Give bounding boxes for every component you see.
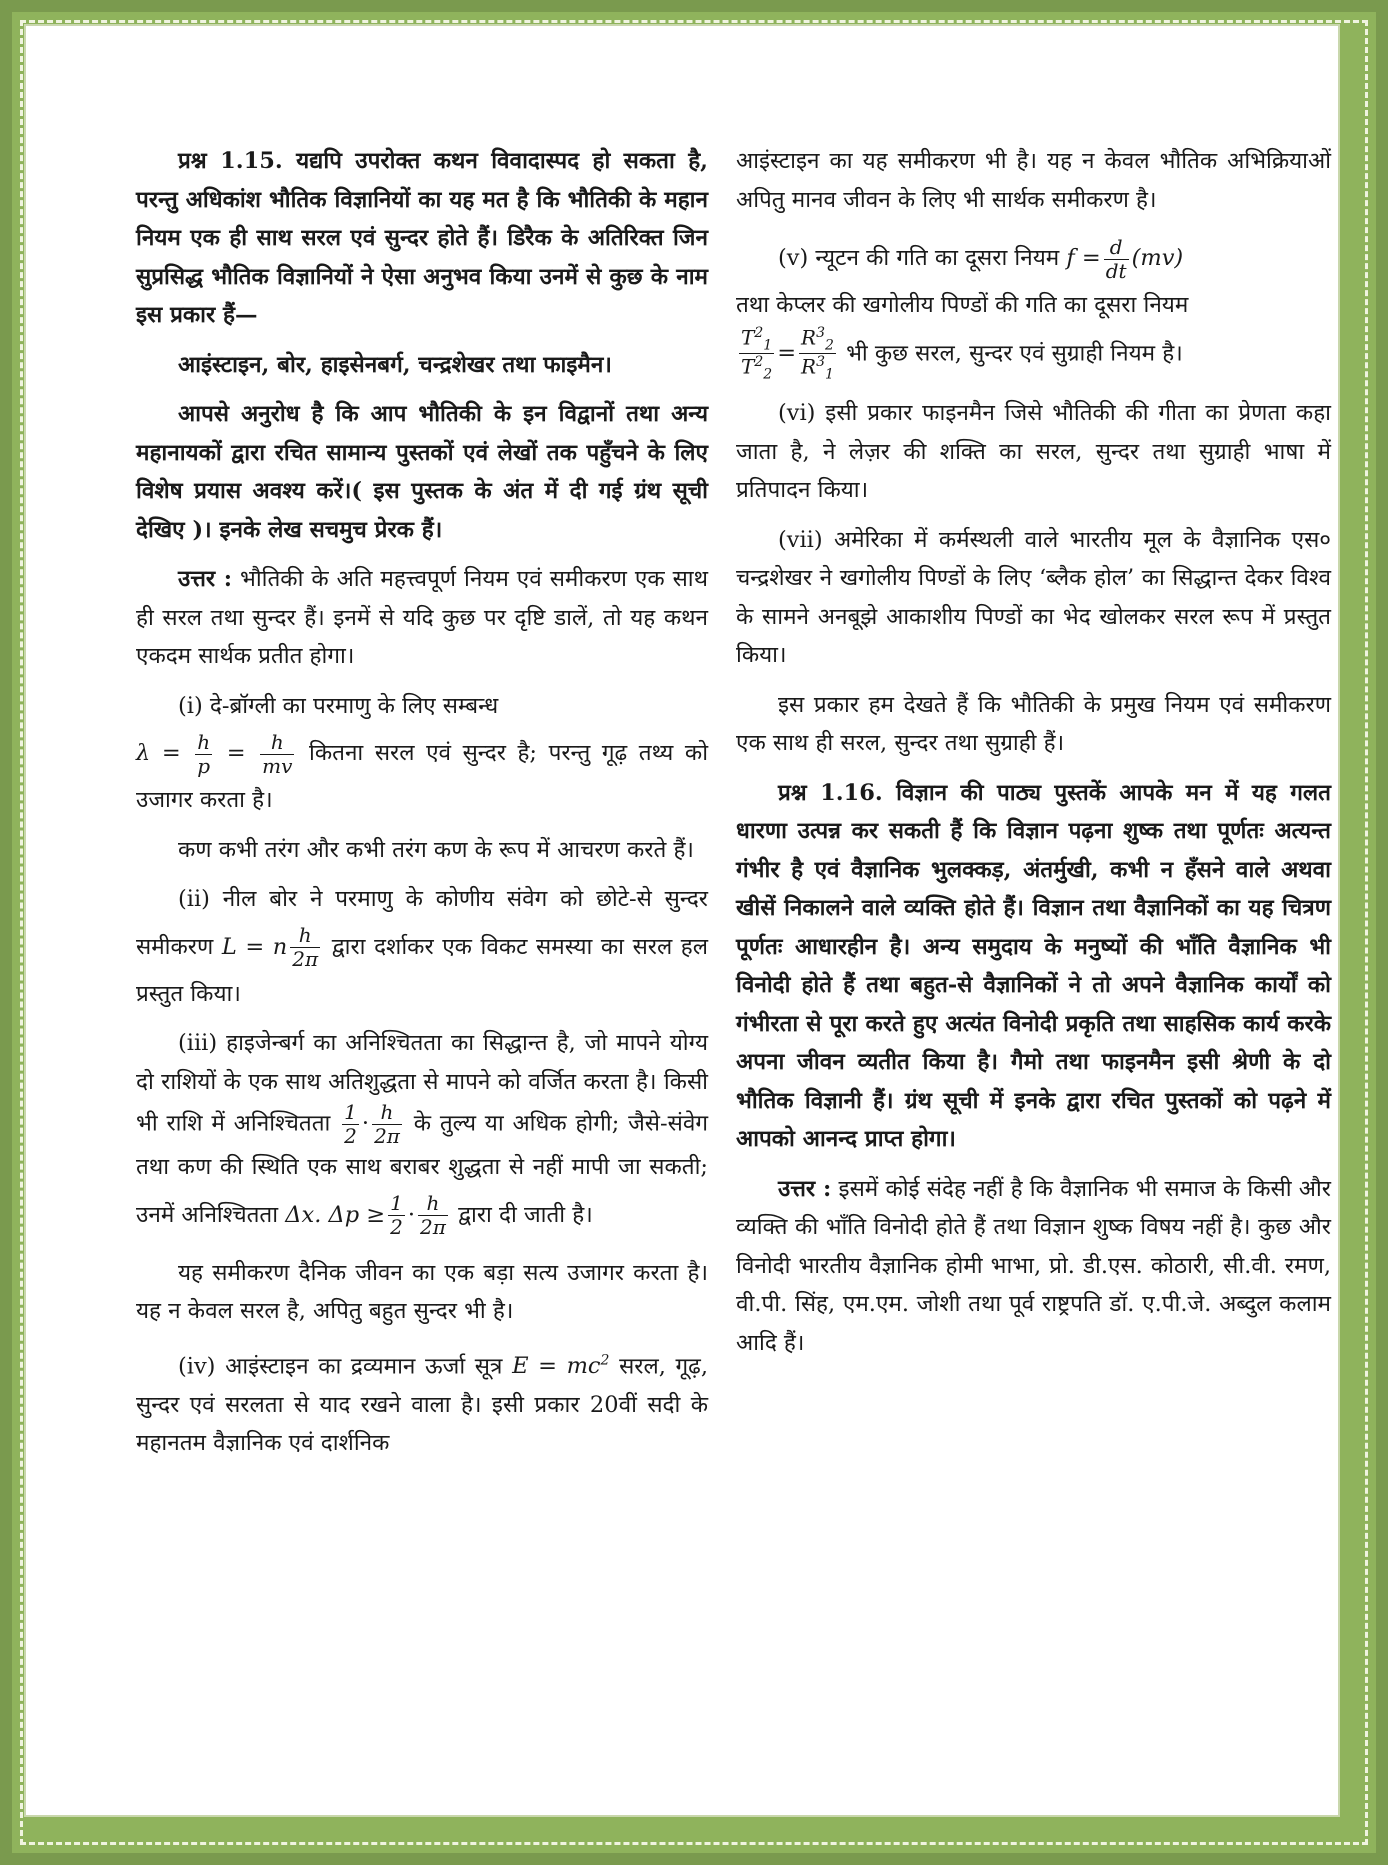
momentum-term: (mv) (1131, 245, 1184, 271)
numerator: 1 (390, 1191, 403, 1215)
item-iv-continued: आइंस्टाइन का यह समीकरण भी है। यह न केवल भौतिक अभिक्रियाओं अपितु मानव जीवन के लिए भी सार्थक समीकरण है। (736, 148, 1331, 213)
h-over-2pi (418, 1192, 448, 1239)
denominator: 2π (292, 947, 319, 971)
item-iii-end: द्वारा दी जाती है। (458, 1201, 593, 1228)
question-text: विज्ञान की पाठ्य पुस्तकें आपके मन में यह गलत धारणा उत्पन्न कर सकती हैं कि विज्ञान पढ़ना शुष्क तथा पूर्णतः अत्यन्त गंभीर है एवं वैज्ञानिक भुलक्कड़, अंतर्मुखी, कभी न हँसने वाले अथवा खीसें निकालने वाले व्यक्ति होते हैं। विज्ञान तथा वैज्ञानिकों का यह चित्रण पूर्णतः आधारहीन है। अन्य समुदाय के मनुष्यों की भाँति वैज्ञानिक भी विनोदी होते हैं तथा बहुत-से वैज्ञानिकों ने तो अपने वैज्ञानिक कार्यों को गंभीरता से पूरा करते हुए अत्यंत विनोदी प्रकृति तथा साहसिक कार्य करके अपना जीवन व्यतीत किया है। गैमो तथा फाइनमैन इसी श्रेणी के दो भौतिक विज्ञानी हैं। ग्रंथ सूची में इनके द्वारा रचित पुस्तकों को पढ़ने में आपको आनन्द प्राप्त होगा। (736, 779, 1331, 1152)
newton-equation (1066, 234, 1184, 283)
t-symbol: T (741, 354, 755, 379)
numerator: d (1104, 236, 1129, 260)
numerator: h (372, 1101, 402, 1125)
question-1-15 (136, 142, 708, 335)
kepler-intro: तथा केप्लर की खगोलीय पिण्डों की गति का दूसरा नियम (736, 292, 1189, 318)
numerator: h (197, 729, 211, 754)
numerator: 1 (344, 1100, 357, 1124)
h-over-2pi (290, 924, 320, 971)
kepler-equation: $\frac{T^2_1}{T^2_2}$ = $\frac{R^3_2}{R^3_1}$ (741, 324, 834, 383)
item-v (736, 230, 1331, 383)
bohr-equation (221, 923, 323, 971)
bohr-lhs: L = n (221, 933, 288, 960)
daily-life-note: यह समीकरण दैनिक जीवन का एक बड़ा सत्य उजागर करता है। यह न केवल सरल है, अपितु बहुत सुन्दर भी है। (136, 1259, 708, 1324)
reading-request: आपसे अनुरोध है कि आप भौतिकी के इन विद्वानों तथा अन्य महानायकों द्वारा रचित सामान्य पुस्तकों एवं लेखों तक पहुँचने के लिए विशेष प्रयास अवश्य करें।( इस पुस्तक के अंत में दी गई ग्रंथ सूची देखिए )। इनके लेख सचमुच प्रेरक हैं। (136, 401, 708, 543)
item-iii-intro: (iii) हाइजेन्बर्ग का अनिश्चितता का सिद्धान्त है, जो मापने योग्य दो राशियों के एक साथ अतिशुद्धता से मापने को वर्जित करता है। किसी भी राशि में अनिश्चितता (136, 1030, 708, 1137)
denominator: 2 (390, 1215, 403, 1239)
denominator: mv (262, 753, 293, 778)
r-symbol: R (801, 354, 817, 379)
t-ratio (739, 325, 774, 384)
denominator: $R^3_1$ (801, 354, 834, 383)
numerator: h (260, 731, 294, 755)
h-over-mv (260, 731, 294, 778)
denominator: dt (1105, 258, 1127, 283)
uncertainty-lhs: Δx. Δp ≥ (285, 1201, 386, 1228)
r-symbol: R (801, 325, 817, 350)
item-vii: (vii) अमेरिका में कर्मस्थली वाले भारतीय मूल के वैज्ञानिक एस० चन्द्रशेखर ने खगोलीय पिण्डों के लिए ‘ब्लैक होल’ का सिद्धान्त देकर विश्व के सामने अनबूझे आकाशीय पिण्डों का भेद खोलकर सरल रूप में प्रस्तुत किया। (736, 526, 1331, 668)
right-column (736, 142, 1331, 1373)
item-iv-rest: सरल, गूढ़, सुन्दर एवं सरलता से याद रखने वाला है। इसी प्रकार 20वीं सदी के महानतम वैज्ञानिक एवं दार्शनिक (136, 1353, 708, 1456)
answer-label: उत्तर : (778, 1175, 832, 1202)
answer-text: इसमें कोई संदेह नहीं है कि वैज्ञानिक भी समाज के किसी और व्यक्ति की भाँति विनोदी होते हैं तथा विज्ञान शुष्क विषय नहीं है। कुछ और विनोदी भारतीय वैज्ञानिक होमी भाभा, प्रो. डी.एस. कोठारी, सी.वी. रमण, वी.पी. सिंह, एम.एम. जोशी तथा पूर्व राष्ट्रपति डॉ. ए.पी.जे. अब्दुल कलाम आदि हैं। (736, 1175, 1331, 1356)
item-i (136, 687, 708, 820)
item-i-rest: कितना सरल एवं सुन्दर है; परन्तु गूढ़ तथ्य को उजागर करता है। (136, 740, 709, 813)
exponent: 2 (600, 1352, 610, 1369)
uncertainty-equation: Δx. Δp ≥ $\frac{1}{2}$ · $\frac{h}{2\pi}$ (285, 1191, 446, 1239)
answer-1-16 (736, 1170, 1331, 1363)
h-over-p (195, 731, 212, 778)
item-iii: (iii) हाइजेन्बर्ग का अनिश्चितता का सिद्धान्त है, जो मापने योग्य दो राशियों के एक साथ अतिशुद्धता से मापने को वर्जित करता है। किसी भी राशि में अनिश्चितता $\frac{1}{2}$ · $\frac{h}{2\pi}$ के तुल्य या अधिक होगी; जैसे-संवेग तथा कण की स्थिति एक साथ बराबर शुद्धता से नहीं मापी जा सकती; उनमें अनिश्चितता Δx. Δp ≥ $\frac{1}{2}$ · $\frac{h}{2\pi}$ द्वारा दी जाती है। (136, 1030, 708, 1239)
denominator: p (197, 753, 211, 778)
h-over-2pi (372, 1101, 402, 1148)
t-symbol: T (741, 325, 755, 350)
page (24, 24, 1340, 1817)
mass-energy-equation (512, 1353, 609, 1379)
equals-sign: = (226, 740, 246, 766)
left-column (136, 142, 708, 1474)
one-half (342, 1101, 359, 1148)
item-ii (136, 880, 708, 1013)
answer-1-15 (136, 560, 708, 676)
scientist-names: आइंस्टाइन, बोर, हाइसेनबर्ग, चन्द्रशेखर तथा फाइमैन। (178, 351, 612, 378)
item-iv (136, 1342, 708, 1463)
d-over-dt (1104, 236, 1129, 283)
item-v-rest: भी कुछ सरल, सुन्दर एवं सुग्राही नियम है। (846, 339, 1183, 366)
equation-text: E = mc (512, 1353, 601, 1379)
denominator: $T^2_2$ (741, 354, 773, 383)
numerator: $T^2_1$ (741, 324, 773, 354)
question-number: प्रश्न 1.15. (178, 148, 283, 174)
r-ratio (799, 325, 836, 384)
item-i-intro: (i) दे-ब्रॉग्ली का परमाणु के लिए सम्बन्ध (178, 692, 499, 719)
answer-label: उत्तर : (178, 566, 233, 592)
numerator: h (418, 1192, 448, 1216)
summary: इस प्रकार हम देखते हैं कि भौतिकी के प्रमुख नियम एवं समीकरण एक साथ ही सरल, सुन्दर तथा सुग्राही हैं। (736, 691, 1331, 756)
denominator: 2 (344, 1124, 357, 1148)
lambda-symbol: λ = (136, 740, 181, 766)
item-iii-middle: के तुल्य या अधिक होगी; जैसे-संवेग तथा कण की स्थिति एक साथ बराबर शुद्धता से नहीं मापी जा सकती; उनमें अनिश्चितता (136, 1110, 708, 1228)
denominator: 2π (374, 1124, 400, 1148)
wave-particle-note: कण कभी तरंग और कभी तरंग कण के रूप में आचरण करते हैं। (178, 836, 694, 863)
answer-text: भौतिकी के अति महत्त्वपूर्ण नियम एवं समीकरण एक साथ ही सरल तथा सुन्दर हैं। इनमें से यदि कुछ पर दृष्टि डालें, तो यह कथन एकदम सार्थक प्रतीत होगा। (136, 566, 708, 669)
question-1-16 (736, 774, 1331, 1159)
question-number: प्रश्न 1.16. (778, 779, 883, 806)
newton-lhs: f = (1066, 245, 1101, 271)
item-ii-rest: द्वारा दर्शाकर एक विकट समस्या का सरल हल प्रस्तुत किया। (136, 933, 709, 1007)
item-ii-intro: (ii) नील बोर ने परमाणु के कोणीय संवेग को छोटे-से सुन्दर समीकरण (136, 886, 708, 960)
one-half (388, 1192, 405, 1239)
de-broglie-equation (136, 729, 309, 778)
item-vi: (vi) इसी प्रकार फाइनमैन जिसे भौतिकी की गीता का प्रेणता कहा जाता है, ने लेज़र की शक्ति का सरल, सुन्दर तथा सुग्राही भाषा में प्रतिपादन किया। (736, 400, 1331, 503)
question-text: यद्यपि उपरोक्त कथन विवादास्पद हो सकता है, परन्तु अधिकांश भौतिक विज्ञानियों का यह मत है कि भौतिकी के महान नियम एक ही साथ सरल एवं सुन्दर होते हैं। डिरैक के अतिरिक्त जिन सुप्रसिद्ध भौतिक विज्ञानियों ने ऐसा अनुभव किया उनमें से कुछ के नाम इस प्रकार हैं— (136, 148, 708, 328)
item-v-intro: (v) न्यूटन की गति का दूसरा नियम (778, 245, 1060, 271)
denominator: 2π (420, 1215, 446, 1239)
numerator: h (290, 924, 320, 948)
numerator: $R^3_2$ (801, 324, 834, 354)
item-iv-intro: (iv) आइंस्टाइन का द्रव्यमान ऊर्जा सूत्र (178, 1353, 503, 1379)
